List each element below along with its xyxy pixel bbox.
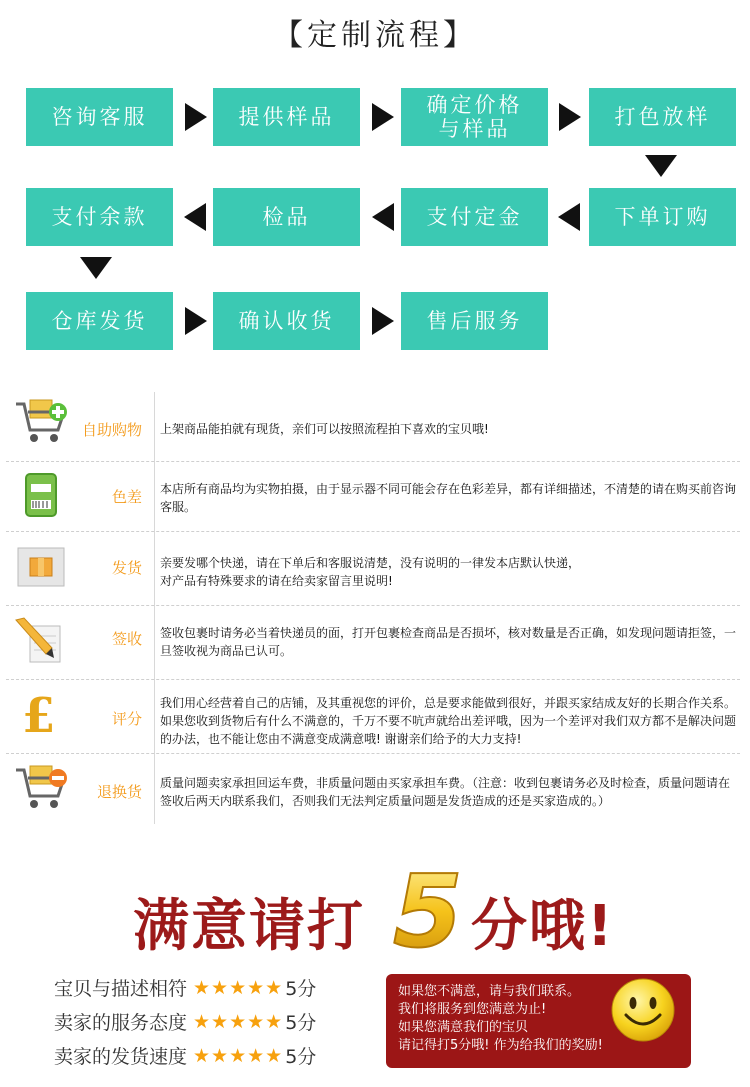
- step-provide-sample: [213, 88, 360, 146]
- arrow-right-icon: [372, 103, 394, 131]
- step-label: 打色放样: [614, 105, 711, 129]
- step-pay-deposit: [401, 188, 548, 246]
- info-row-color-difference: [0, 462, 750, 532]
- pencil-sign-icon: [12, 616, 70, 666]
- step-inspection: [213, 188, 360, 246]
- step-pay-balance: [26, 188, 173, 246]
- info-text: 签收包裹时请务必当着快递员的面，打开包裹检查商品是否损坏，核对数量是否正确，如发现问题请拒签，一旦签收视为商品已认可。: [160, 626, 737, 658]
- info-text: 我们用心经营着自己的店铺，及其重视您的评价，总是要求能做到很好，并跟买家结成友好的长期合作关系。如果您收到货物后有什么不满意的，千万不要不吭声就给出差评哦，因为一个差评对我们双方都不是解决问题的办法，也不能让您由不满意变成满意哦! 谢谢亲们给予的大力支持!: [160, 696, 737, 746]
- arrow-right-icon: [185, 103, 207, 131]
- note-line: 请记得打5分哦! 作为给我们的奖励!: [398, 1038, 603, 1053]
- info-label: 色差: [111, 488, 142, 506]
- note-line: 如果您满意我们的宝贝: [398, 1020, 529, 1035]
- arrow-down-icon: [645, 155, 677, 177]
- note-line: 我们将服务到您满意为止!: [398, 1002, 547, 1017]
- step-label: 确认收货: [238, 309, 335, 333]
- rating-score: 5分: [285, 1046, 317, 1068]
- info-label: 退换货: [96, 783, 142, 801]
- shopping-cart-return-icon: [12, 764, 70, 814]
- arrow-right-icon: [185, 307, 207, 335]
- arrow-right-icon: [372, 307, 394, 335]
- step-color-sample: [589, 88, 736, 146]
- info-row-return-exchange: [0, 754, 750, 824]
- step-label: 售后服务: [426, 309, 523, 333]
- arrow-left-icon: [184, 203, 206, 231]
- gold-five-graphic: [383, 858, 473, 958]
- rating-shipping-speed: [54, 1042, 316, 1069]
- arrow-left-icon: [372, 203, 394, 231]
- step-consult: [26, 88, 173, 146]
- slogan-number: 5: [393, 858, 463, 958]
- step-label: 支付定金: [426, 205, 523, 229]
- step-label: 提供样品: [238, 105, 335, 129]
- rating-label: 卖家的服务态度: [54, 1012, 188, 1034]
- step-label: 下单订购: [614, 205, 711, 229]
- info-text: 本店所有商品均为实物拍摄，由于显示器不同可能会存在色彩差异，都有详细描述，不清楚的请在购买前咨询客服。: [160, 482, 737, 514]
- info-text: 上架商品能拍就有现货，亲们可以按照流程拍下喜欢的宝贝哦!: [160, 422, 489, 436]
- stars-icon: ★★★★★: [193, 1044, 284, 1067]
- step-label: 检品: [262, 205, 311, 229]
- step-warehouse-ship: [26, 292, 173, 350]
- info-label: 签收: [111, 630, 142, 648]
- step-label: 咨询客服: [51, 105, 148, 129]
- smiley-face-icon: [610, 977, 676, 1043]
- step-label: 仓库发货: [51, 309, 148, 333]
- stars-icon: ★★★★★: [193, 976, 284, 999]
- pound-coin-icon: [12, 688, 70, 738]
- stars-icon: ★★★★★: [193, 1010, 284, 1033]
- step-confirm-receipt: [213, 292, 360, 350]
- step-label: 支付余款: [51, 205, 148, 229]
- delivery-box-icon: [12, 544, 70, 594]
- info-row-rating: [0, 680, 750, 754]
- arrow-down-icon: [80, 257, 112, 279]
- rating-service-attitude: [54, 1008, 316, 1035]
- step-label: 确定价格 与样品: [426, 93, 523, 141]
- arrow-left-icon: [558, 203, 580, 231]
- step-after-sales: [401, 292, 548, 350]
- info-label: 评分: [111, 710, 142, 728]
- svg-text:£: £: [22, 688, 56, 738]
- info-label: 自助购物: [81, 421, 142, 439]
- price-tag-icon: [12, 470, 70, 520]
- step-confirm-price: [401, 88, 548, 146]
- info-row-sign-for: [0, 606, 750, 680]
- info-text: 亲要发哪个快递，请在下单后和客服说清楚，没有说明的一律发本店默认快递， 对产品有特殊要求的请在给卖家留言里说明!: [160, 556, 581, 588]
- slogan-part1: 满意请打: [133, 894, 365, 959]
- info-text: 质量问题卖家承担回运车费，非质量问题由买家承担车费。（注意：收到包裹请务必及时检查，质量问题请在签收后两天内联系我们，否则我们无法判定质量问题是发货造成的还是买家造成的。）: [160, 776, 731, 808]
- rating-score: 5分: [285, 978, 317, 1000]
- rating-label: 卖家的发货速度: [54, 1046, 188, 1068]
- info-label: 发货: [111, 559, 142, 577]
- info-row-shipping: [0, 532, 750, 606]
- note-line: 如果您不满意，请与我们联系。: [398, 984, 581, 999]
- shopping-cart-plus-icon: [12, 398, 70, 448]
- rating-description-match: [54, 974, 316, 1001]
- arrow-right-icon: [559, 103, 581, 131]
- rating-score: 5分: [285, 1012, 317, 1034]
- info-row-self-shopping: [0, 392, 750, 462]
- rating-label: 宝贝与描述相符: [54, 978, 188, 1000]
- step-place-order: [589, 188, 736, 246]
- page-title: 【定制流程】: [273, 18, 477, 53]
- slogan-part2: 分哦!: [471, 894, 615, 959]
